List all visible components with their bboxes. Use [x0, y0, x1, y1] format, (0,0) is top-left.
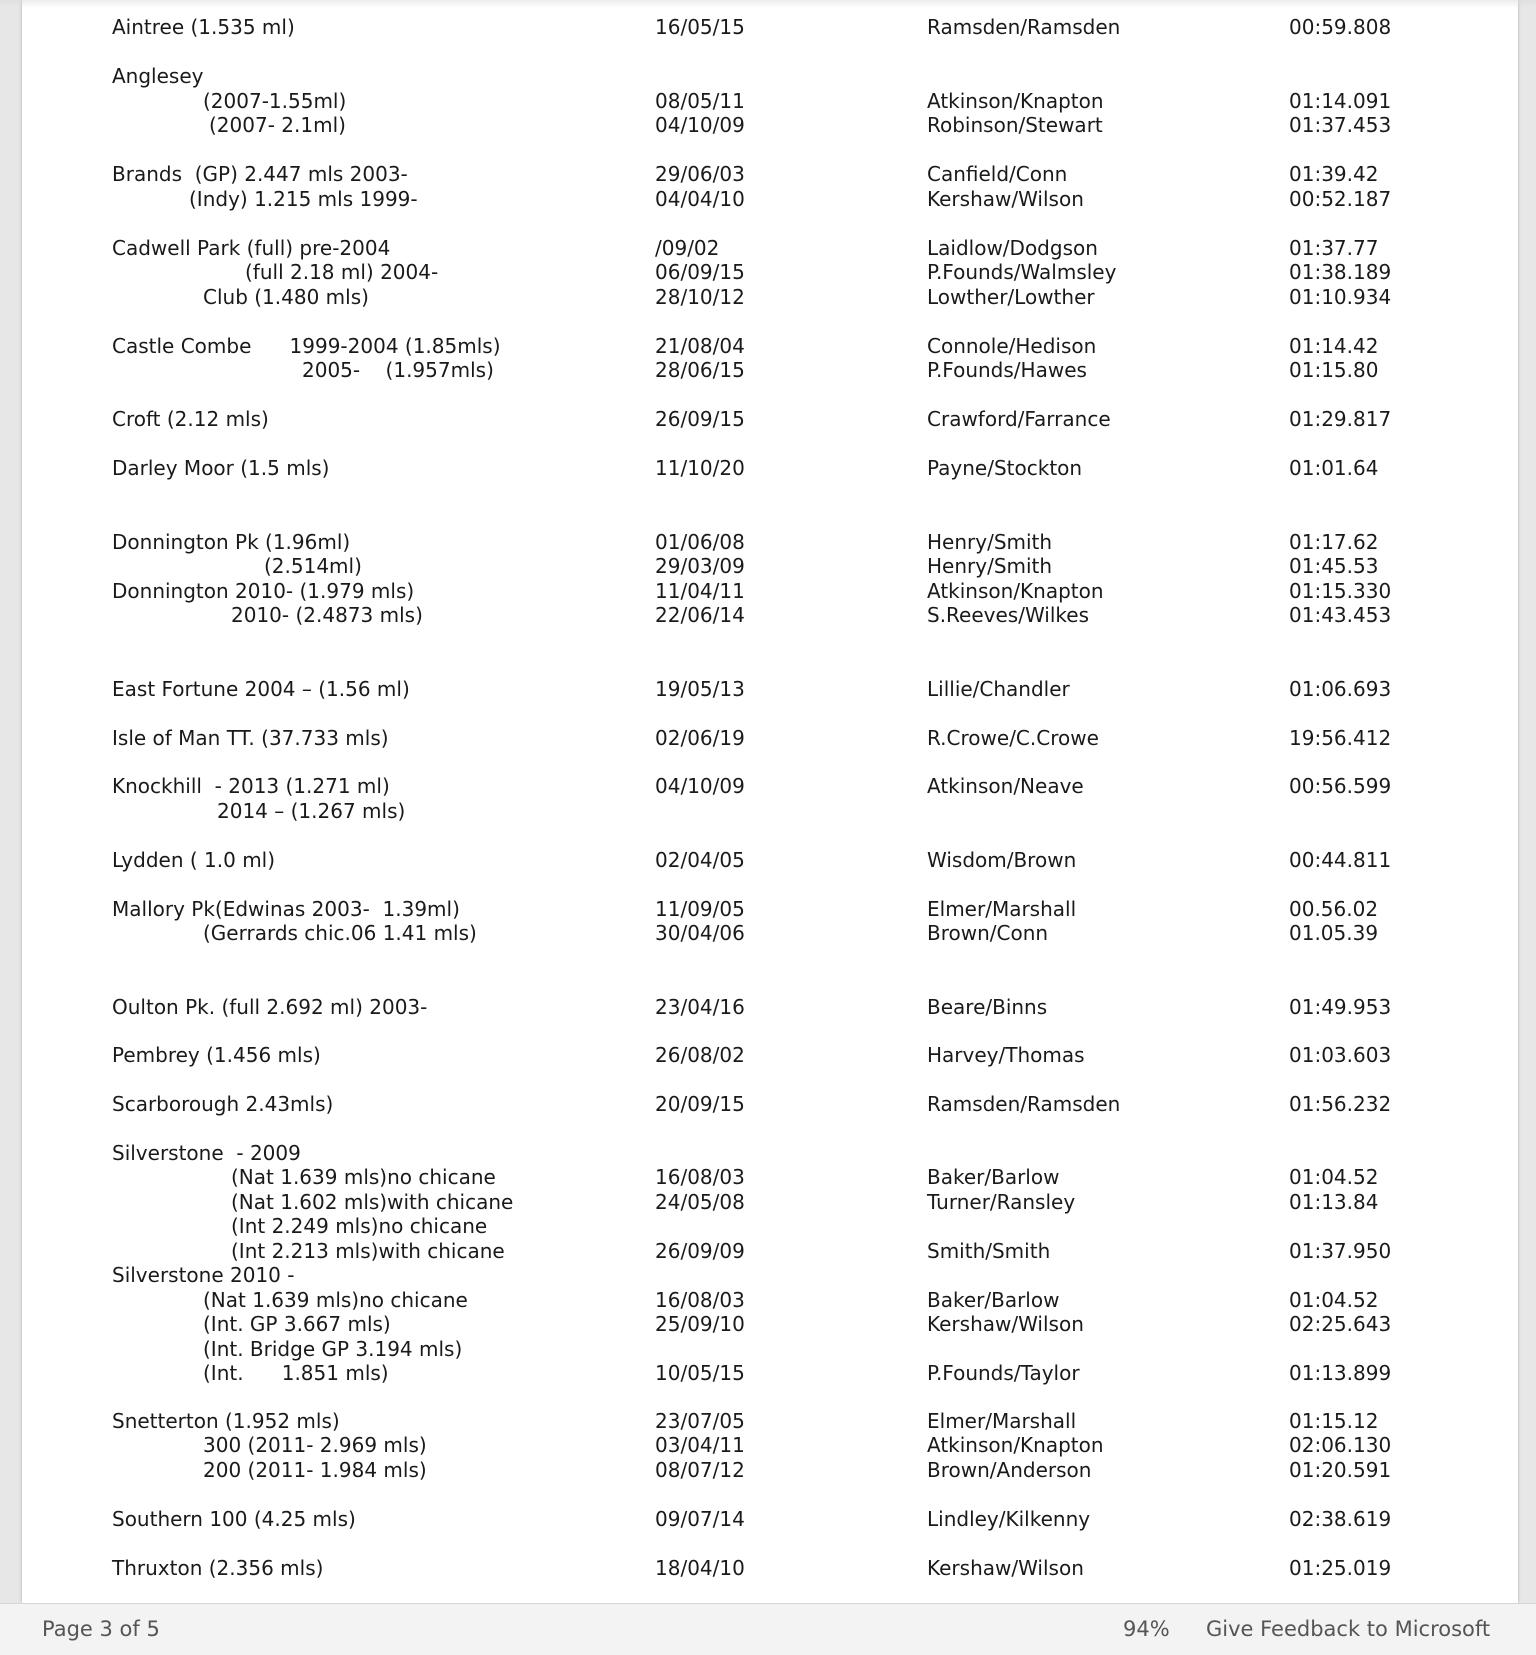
venue-cell: 300 (2011- 2.969 mls) — [203, 1433, 427, 1457]
table-row — [112, 603, 1492, 628]
table-row — [112, 1190, 1492, 1215]
venue-cell: Club (1.480 mls) — [203, 284, 369, 309]
date-cell: 02/06/19 — [655, 725, 745, 750]
time-cell: 00.56.02 — [1289, 896, 1379, 921]
riders-cell: Wisdom/Brown — [927, 847, 1077, 872]
table-row — [112, 848, 1492, 873]
riders-cell: Canfield/Conn — [927, 162, 1068, 186]
time-cell: 00:56.599 — [1289, 774, 1392, 798]
venue-cell: Silverstone 2010 - — [112, 1263, 295, 1287]
venue-cell: (Nat 1.639 mls)no chicane — [231, 1165, 496, 1189]
riders-cell: Ramsden/Ramsden — [927, 1091, 1121, 1116]
time-cell: 01:17.62 — [1289, 529, 1379, 554]
table-row — [112, 15, 1492, 40]
date-cell: 11/09/05 — [655, 896, 745, 921]
time-cell: 01:29.817 — [1289, 407, 1392, 431]
date-cell: /09/02 — [655, 235, 720, 260]
table-row — [112, 1409, 1492, 1434]
venue-cell: (Indy) 1.215 mls 1999- — [189, 186, 418, 211]
riders-cell: Robinson/Stewart — [927, 113, 1103, 137]
venue-cell: Scarborough 2.43mls) — [112, 1091, 334, 1116]
venue-cell: Croft (2.12 mls) — [112, 407, 269, 431]
date-cell: 11/04/11 — [655, 578, 745, 603]
time-cell: 01:03.603 — [1289, 1043, 1392, 1067]
riders-cell: Elmer/Marshall — [927, 1408, 1077, 1433]
venue-cell: Snetterton (1.952 mls) — [112, 1408, 340, 1433]
riders-cell: Harvey/Thomas — [927, 1043, 1085, 1067]
date-cell: 28/10/12 — [655, 284, 745, 309]
date-cell: 01/06/08 — [655, 529, 745, 554]
date-cell: 04/04/10 — [655, 186, 745, 211]
riders-cell: S.Reeves/Wilkes — [927, 603, 1090, 627]
venue-cell: Silverstone - 2009 — [112, 1140, 301, 1165]
table-row — [112, 1458, 1492, 1483]
time-cell: 01:37.77 — [1289, 235, 1379, 260]
table-row — [112, 1239, 1492, 1264]
riders-cell: Atkinson/Neave — [927, 774, 1084, 798]
table-row — [112, 285, 1492, 310]
time-cell: 01:37.453 — [1289, 113, 1392, 137]
date-cell: 04/10/09 — [655, 113, 745, 137]
time-cell: 01:04.52 — [1289, 1287, 1379, 1312]
riders-cell: Lillie/Chandler — [927, 676, 1070, 701]
table-row — [112, 1263, 1492, 1288]
venue-cell: Oulton Pk. (full 2.692 ml) 2003- — [112, 994, 428, 1019]
date-cell: 21/08/04 — [655, 333, 745, 358]
time-cell: 01:10.934 — [1289, 284, 1392, 309]
table-row — [112, 260, 1492, 285]
time-cell: 02:38.619 — [1289, 1506, 1392, 1531]
document-page — [22, 0, 1518, 1603]
date-cell: 23/07/05 — [655, 1408, 745, 1433]
time-cell: 01:13.899 — [1289, 1361, 1392, 1385]
table-row — [112, 726, 1492, 751]
time-cell: 01:25.019 — [1289, 1555, 1392, 1580]
riders-cell: Lindley/Kilkenny — [927, 1506, 1091, 1531]
table-row — [112, 113, 1492, 138]
table-row — [112, 774, 1492, 799]
riders-cell: Lowther/Lowther — [927, 284, 1095, 309]
riders-cell: Smith/Smith — [927, 1238, 1051, 1263]
venue-cell: East Fortune 2004 – (1.56 ml) — [112, 676, 410, 701]
venue-cell: Thruxton (2.356 mls) — [112, 1555, 324, 1580]
date-cell: 20/09/15 — [655, 1091, 745, 1116]
table-row — [112, 1361, 1492, 1386]
table-row — [112, 334, 1492, 359]
time-cell: 19:56.412 — [1289, 725, 1392, 750]
date-cell: 09/07/14 — [655, 1506, 745, 1531]
table-row — [112, 677, 1492, 702]
date-cell: 18/04/10 — [655, 1555, 745, 1580]
riders-cell: Atkinson/Knapton — [927, 1433, 1104, 1457]
time-cell: 01:15.80 — [1289, 358, 1379, 382]
riders-cell: Turner/Ransley — [927, 1189, 1076, 1214]
riders-cell: Kershaw/Wilson — [927, 186, 1084, 211]
table-row — [112, 358, 1492, 383]
venue-cell: Southern 100 (4.25 mls) — [112, 1506, 356, 1531]
table-row — [112, 1141, 1492, 1166]
time-cell: 01:45.53 — [1289, 554, 1379, 578]
date-cell: 02/04/05 — [655, 847, 745, 872]
time-cell: 01:43.453 — [1289, 603, 1392, 627]
time-cell: 02:25.643 — [1289, 1312, 1392, 1336]
date-cell: 23/04/16 — [655, 994, 745, 1019]
riders-cell: Atkinson/Knapton — [927, 578, 1104, 603]
time-cell: 01:13.84 — [1289, 1189, 1379, 1214]
table-row — [112, 1092, 1492, 1117]
time-cell: 01:06.693 — [1289, 676, 1392, 701]
time-cell: 02:06.130 — [1289, 1433, 1392, 1457]
table-row — [112, 1507, 1492, 1532]
date-cell: 29/06/03 — [655, 162, 745, 186]
venue-cell: (Int. 1.851 mls) — [203, 1361, 389, 1385]
riders-cell: Atkinson/Knapton — [927, 88, 1104, 113]
riders-cell: Henry/Smith — [927, 554, 1053, 578]
time-cell: 01:04.52 — [1289, 1165, 1379, 1189]
time-cell: 01:38.189 — [1289, 260, 1392, 284]
venue-cell: (2007-1.55ml) — [203, 88, 347, 113]
table-row — [112, 554, 1492, 579]
riders-cell: Beare/Binns — [927, 994, 1048, 1019]
riders-cell: Brown/Anderson — [927, 1457, 1092, 1482]
riders-cell: Henry/Smith — [927, 529, 1053, 554]
venue-cell: (Int 2.213 mls)with chicane — [231, 1238, 505, 1263]
date-cell: 06/09/15 — [655, 260, 745, 284]
table-row — [112, 921, 1492, 946]
venue-cell: 2005- (1.957mls) — [302, 358, 494, 382]
riders-cell: Kershaw/Wilson — [927, 1312, 1084, 1336]
table-row — [112, 89, 1492, 114]
time-cell: 01.05.39 — [1289, 921, 1379, 945]
table-row — [112, 995, 1492, 1020]
table-row — [112, 1556, 1492, 1581]
venue-cell: 200 (2011- 1.984 mls) — [203, 1457, 427, 1482]
table-row — [112, 1165, 1492, 1190]
table-row — [112, 407, 1492, 432]
date-cell: 04/10/09 — [655, 774, 745, 798]
venue-cell: Castle Combe 1999-2004 (1.85mls) — [112, 333, 501, 358]
venue-cell: (Int. GP 3.667 mls) — [203, 1312, 391, 1336]
riders-cell: Crawford/Farrance — [927, 407, 1111, 431]
time-cell: 00:52.187 — [1289, 186, 1392, 211]
riders-cell: Payne/Stockton — [927, 456, 1083, 480]
riders-cell: Baker/Barlow — [927, 1165, 1060, 1189]
date-cell: 08/05/11 — [655, 88, 745, 113]
venue-cell: Knockhill - 2013 (1.271 ml) — [112, 774, 390, 798]
riders-cell: Connole/Hedison — [927, 333, 1097, 358]
feedback-link[interactable]: Give Feedback to Microsoft — [1206, 1617, 1491, 1641]
date-cell: 16/05/15 — [655, 15, 745, 39]
table-row — [112, 799, 1492, 824]
venue-cell: Cadwell Park (full) pre-2004 — [112, 235, 391, 260]
venue-cell: Anglesey — [112, 64, 204, 88]
table-row — [112, 530, 1492, 555]
venue-cell: (full 2.18 ml) 2004- — [245, 260, 439, 284]
table-row — [112, 236, 1492, 261]
date-cell: 16/08/03 — [655, 1165, 745, 1189]
date-cell: 11/10/20 — [655, 456, 745, 480]
venue-cell: 2010- (2.4873 mls) — [231, 603, 423, 627]
date-cell: 03/04/11 — [655, 1433, 745, 1457]
table-row — [112, 64, 1492, 89]
riders-cell: P.Founds/Hawes — [927, 358, 1087, 382]
time-cell: 01:39.42 — [1289, 162, 1379, 186]
venue-cell: (Nat 1.602 mls)with chicane — [231, 1189, 514, 1214]
time-cell: 01:37.950 — [1289, 1238, 1392, 1263]
date-cell: 26/09/09 — [655, 1238, 745, 1263]
time-cell: 01:56.232 — [1289, 1091, 1392, 1116]
time-cell: 01:15.330 — [1289, 578, 1392, 603]
date-cell: 22/06/14 — [655, 603, 745, 627]
table-row — [112, 1288, 1492, 1313]
page-indicator[interactable]: Page 3 of 5 — [42, 1617, 160, 1641]
table-row — [112, 897, 1492, 922]
venue-cell: Donnington Pk (1.96ml) — [112, 529, 351, 554]
riders-cell: Ramsden/Ramsden — [927, 15, 1121, 39]
venue-cell: Donnington 2010- (1.979 mls) — [112, 578, 415, 603]
date-cell: 24/05/08 — [655, 1189, 745, 1214]
time-cell: 01:49.953 — [1289, 994, 1392, 1019]
date-cell: 26/09/15 — [655, 407, 745, 431]
time-cell: 00:44.811 — [1289, 847, 1392, 872]
table-row — [112, 456, 1492, 481]
time-cell: 01:15.12 — [1289, 1408, 1379, 1433]
table-row — [112, 1312, 1492, 1337]
date-cell: 10/05/15 — [655, 1361, 745, 1385]
table-row — [112, 187, 1492, 212]
venue-cell: Darley Moor (1.5 mls) — [112, 456, 330, 480]
riders-cell: R.Crowe/C.Crowe — [927, 725, 1099, 750]
venue-cell: (Nat 1.639 mls)no chicane — [203, 1287, 468, 1312]
venue-cell: Brands (GP) 2.447 mls 2003- — [112, 162, 408, 186]
date-cell: 16/08/03 — [655, 1287, 745, 1312]
table-row — [112, 1043, 1492, 1068]
venue-cell: Aintree (1.535 ml) — [112, 15, 295, 39]
table-row — [112, 1337, 1492, 1362]
riders-cell: P.Founds/Walmsley — [927, 260, 1117, 284]
time-cell: 01:20.591 — [1289, 1457, 1392, 1482]
venue-cell: (Gerrards chic.06 1.41 mls) — [203, 921, 477, 945]
table-row — [112, 1214, 1492, 1239]
table-row — [112, 162, 1492, 187]
venue-cell: Isle of Man TT. (37.733 mls) — [112, 725, 389, 750]
date-cell: 19/05/13 — [655, 676, 745, 701]
venue-cell: (Int 2.249 mls)no chicane — [231, 1214, 488, 1238]
date-cell: 29/03/09 — [655, 554, 745, 578]
time-cell: 01:14.42 — [1289, 333, 1379, 358]
zoom-level[interactable]: 94% — [1123, 1617, 1170, 1641]
venue-cell: (2.514ml) — [264, 554, 362, 578]
date-cell: 28/06/15 — [655, 358, 745, 382]
date-cell: 25/09/10 — [655, 1312, 745, 1336]
status-bar — [0, 1603, 1536, 1655]
venue-cell: (Int. Bridge GP 3.194 mls) — [203, 1336, 463, 1361]
time-cell: 00:59.808 — [1289, 15, 1392, 39]
table-row — [112, 579, 1492, 604]
venue-cell: Pembrey (1.456 mls) — [112, 1043, 321, 1067]
venue-cell: 2014 – (1.267 mls) — [217, 798, 406, 823]
date-cell: 30/04/06 — [655, 921, 745, 945]
table-row — [112, 1433, 1492, 1458]
riders-cell: Kershaw/Wilson — [927, 1555, 1084, 1580]
date-cell: 26/08/02 — [655, 1043, 745, 1067]
page-top-shadow — [0, 0, 1536, 8]
riders-cell: Laidlow/Dodgson — [927, 235, 1098, 260]
riders-cell: P.Founds/Taylor — [927, 1361, 1080, 1385]
riders-cell: Elmer/Marshall — [927, 896, 1077, 921]
venue-cell: Mallory Pk(Edwinas 2003- 1.39ml) — [112, 896, 460, 921]
venue-cell: (2007- 2.1ml) — [209, 113, 346, 137]
riders-cell: Brown/Conn — [927, 921, 1049, 945]
date-cell: 08/07/12 — [655, 1457, 745, 1482]
venue-cell: Lydden ( 1.0 ml) — [112, 847, 276, 872]
riders-cell: Baker/Barlow — [927, 1287, 1060, 1312]
time-cell: 01:14.091 — [1289, 88, 1392, 113]
time-cell: 01:01.64 — [1289, 456, 1379, 480]
